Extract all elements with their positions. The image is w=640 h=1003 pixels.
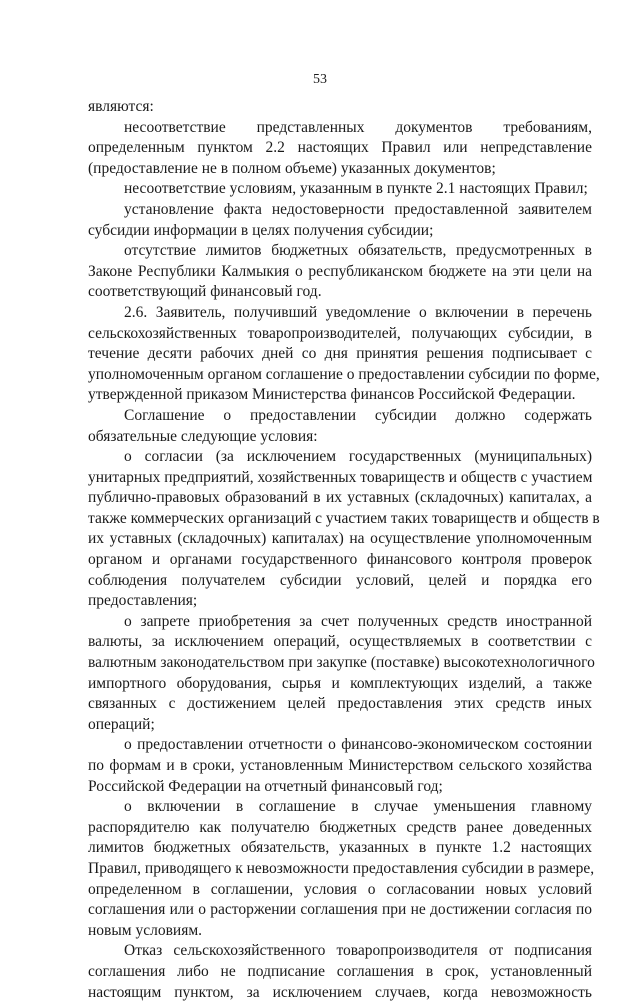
text-line: определенном в соглашении, условия о согласовании новых условий — [88, 880, 592, 898]
text-line: настоящим пунктом, за исключением случаев, когда невозможность — [88, 983, 592, 1001]
text-line: субсидии информации в целях получения субсидии; — [88, 221, 434, 239]
text-line: соглашения или о расторжении соглашения при не достижении согласия по — [88, 901, 592, 919]
text-line: унитарных предприятий, хозяйственных товариществ и обществ с участием — [88, 468, 593, 486]
text-line: лимитов бюджетных обязательств, указанных в пункте 1.2 настоящих — [88, 839, 592, 857]
text-line: определенным пунктом 2.2 настоящих Правил или непредставление — [88, 139, 592, 157]
text-line: течение десяти рабочих дней со дня принятия решения подписывает с — [88, 345, 592, 363]
text-line: о предоставлении отчетности о финансово-экономическом состоянии — [124, 736, 592, 754]
text-line: импортного оборудования, сырья и комплектующих изделий, а также — [88, 674, 592, 692]
page-number: 53 — [313, 72, 327, 87]
text-line: отсутствие лимитов бюджетных обязательств, предусмотренных в — [124, 242, 592, 260]
text-line: валюты, за исключением операций, осуществляемых в соответствии с — [88, 633, 592, 651]
text-line: операций; — [88, 715, 155, 733]
text-line: несоответствие представленных документов требованиям, — [124, 118, 592, 136]
text-line: уполномоченным органом соглашение о предоставлении субсидии по форме, — [88, 365, 600, 383]
text-line: являются: — [88, 98, 154, 115]
text-line: (предоставление не в полном объеме) указанных документов; — [88, 159, 496, 177]
text-line: Отказ сельскохозяйственного товаропроизводителя от подписания — [124, 942, 592, 960]
text-line: по формам и в сроки, установленным Министерством сельского хозяйства — [88, 757, 592, 774]
text-line: публично-правовых образований в их уставных (складочных) капиталах, а — [88, 489, 592, 507]
text-line: также коммерческих организаций с участием таких товариществ и обществ в — [88, 509, 600, 527]
text-line: новым условиям. — [88, 921, 203, 939]
text-line: Правил, приводящего к невозможности предоставления субсидии в размере, — [88, 859, 595, 877]
text-line: о согласии (за исключением государственных (муниципальных) — [124, 448, 592, 466]
text-line: 2.6. Заявитель, получивший уведомление о включении в перечень — [124, 303, 592, 321]
text-line: утвержденной приказом Министерства финансов Российской Федерации. — [88, 386, 576, 404]
text-line: связанных с достижением целей предоставления этих средств иных — [88, 695, 592, 713]
text-line: сельскохозяйственных товаропроизводителей, получающих субсидии, в — [88, 324, 592, 342]
text-line: о включении в соглашение в случае уменьшения главному — [124, 798, 592, 816]
text-line: несоответствие условиям, указанным в пункте 2.1 настоящих Правил; — [124, 180, 588, 198]
text-line: установление факта недостоверности предоставленной заявителем — [124, 200, 592, 218]
text-line: Российской Федерации на отчетный финансовый год; — [88, 777, 443, 795]
text-line: о запрете приобретения за счет полученных средств иностранной — [124, 612, 592, 630]
text-line: предоставления; — [88, 592, 198, 610]
body-text — [88, 97, 600, 1003]
text-line: соответствующий финансовый год. — [88, 283, 322, 301]
text-line: соглашения либо не подписание соглашения в срок, установленный — [88, 962, 592, 980]
text-line: обязательные следующие условия: — [88, 427, 318, 445]
text-line: соблюдения получателем субсидии условий, целей и порядка его — [88, 571, 592, 589]
text-line: их уставных (складочных) капиталах) на осуществление уполномоченным — [88, 530, 592, 548]
text-line: органом и органами государственного финансового контроля проверок — [88, 551, 592, 569]
text-line: Законе Республики Калмыкия о республиканском бюджете на эти цели на — [88, 262, 592, 280]
text-line: распорядителю как получателю бюджетных средств ранее доведенных — [88, 818, 592, 836]
text-line: Соглашение о предоставлении субсидии должно содержать — [124, 406, 592, 424]
text-line: валютным законодательством при закупке (поставке) высокотехнологичного — [88, 654, 595, 672]
